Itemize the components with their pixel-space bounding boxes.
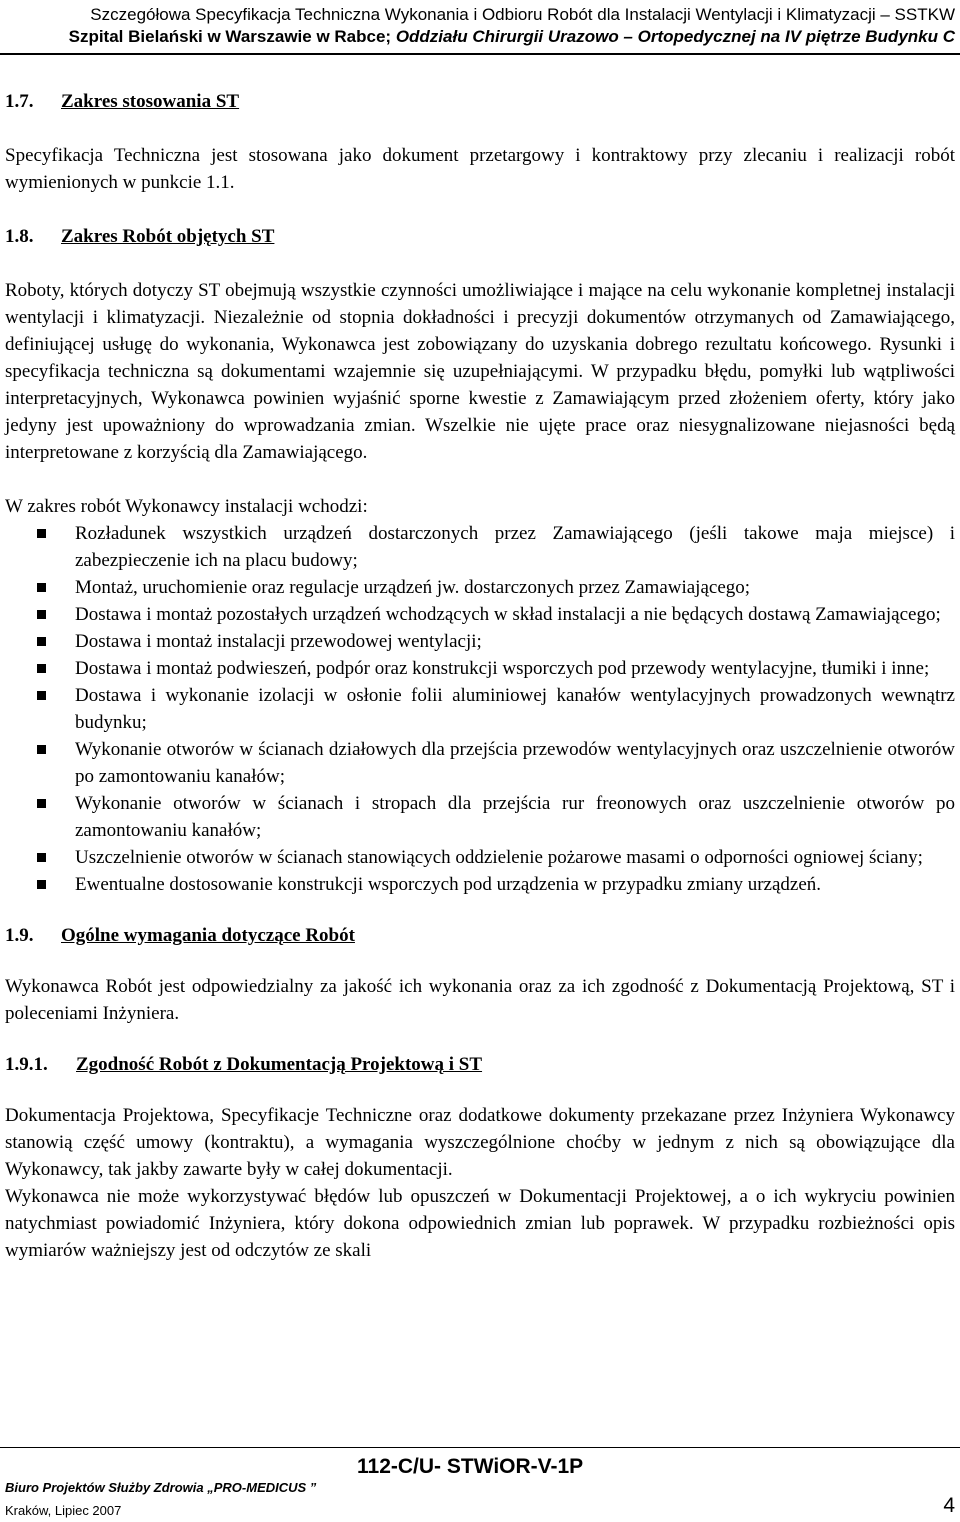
section-title: Zgodność Robót z Dokumentacją Projektową i ST [76,1054,483,1075]
list-item: Dostawa i montaż podwieszeń, podpór oraz konstrukcji wsporczych pod przewody wentylacyjne, tłumiki i inne; [5,655,955,682]
list-item: Dostawa i montaż instalacji przewodowej wentylacji; [5,628,955,655]
footer-divider [0,1447,960,1448]
square-bullet-icon [37,664,46,673]
list-item: Dostawa i montaż pozostałych urządzeń wchodzących w skład instalacji a nie będących dostawą Zamawiającego; [5,601,955,628]
page-number: 4 [943,1494,955,1517]
section-number: 1.8. [5,226,34,247]
section-title: Zakres stosowania ST [61,91,240,112]
section-heading-1-8 [5,223,955,250]
section-heading-1-7 [5,88,955,115]
document-code: 112-C/U- STWiOR-V-1P [357,1455,584,1478]
running-header-subtitle [60,27,955,47]
section-1-9-1-paragraph-1: Dokumentacja Projektowa, Specyfikacje Techniczne oraz dodatkowe dokumenty przekazane przez Inżyniera Wykonawcy stanowią część umowy (kontraktu), a wymagania wyszczególnione choćby w jednym z nich są obowiązujące dla Wykonawcy, tak jakby zawarte były w całej dokumentacji. [5,1105,955,1180]
section-1-9-paragraph: Wykonawca Robót jest odpowiedzialny za jakość ich wykonania oraz za ich zgodność z Dokumentacją Projektową, ST i poleceniami Inżyniera. [5,976,955,1024]
document-body [5,64,955,1264]
section-heading-1-9-1 [5,1051,955,1078]
square-bullet-icon [37,745,46,754]
section-title: Ogólne wymagania dotyczące Robót [61,925,355,946]
scope-list [5,520,955,898]
square-bullet-icon [37,637,46,646]
section-number: 1.9. [5,925,34,946]
list-item: Wykonanie otworów w ścianach działowych dla przejścia przewodów wentylacyjnych oraz uszczelnienie otworów po zamontowaniu kanałów; [5,736,955,790]
scope-list-intro: W zakres robót Wykonawcy instalacji wchodzi: [5,496,368,517]
header-department-name: Oddziału Chirurgii Urazowo – Ortopedycznej na IV piętrze Budynku C [391,27,955,46]
list-item: Montaż, uruchomienie oraz regulacje urządzeń jw. dostarczonych przez Zamawiającego; [5,574,955,601]
square-bullet-icon [37,583,46,592]
section-title: Zakres Robót objętych ST [61,226,275,247]
square-bullet-icon [37,799,46,808]
running-header-title: Szczegółowa Specyfikacja Techniczna Wykonania i Odbioru Robót dla Instalacji Wentylacji i Klimatyzacji – SSTKW [90,5,955,24]
section-1-9-1-paragraph-2: Wykonawca nie może wykorzystywać błędów lub opuszczeń w Dokumentacji Projektowej, a o ich wykryciu powinien natychmiast powiadomić Inżyniera, który dokona odpowiednich zmian lub poprawek. W przypadku rozbieżności opis wymiarów ważniejszy jest od odczytów ze skali [5,1186,955,1261]
section-heading-1-9 [5,922,955,949]
square-bullet-icon [37,691,46,700]
section-number: 1.7. [5,91,34,112]
square-bullet-icon [37,610,46,619]
section-1-8-paragraph: Roboty, których dotyczy ST obejmują wszystkie czynności umożliwiające i mające na celu wykonanie kompletnej instalacji wentylacji i klimatyzacji. Niezależnie od stopnia dokładności i precyzji dokumentów otrzymanych od Zamawiającego, definiującej usługę do wykonania, Wykonawca jest zobowiązany do uzyskania dobrego rezultatu końcowego. Rysunki i specyfikacja techniczna są dokumentami wzajemnie się uzupełniającymi. W przypadku błędu, pomyłki lub wątpliwości interpretacyjnych, Wykonawca powinien wyjaśnić sporne kwestie z Zamawiającym przed złożeniem oferty, który jako jedyny jest upoważniony do wprowadzania zmian. Wszelkie nie ujęte prace oraz niesygnalizowane niejasności będą interpretowane z korzyścią dla Zamawiającego. [5,280,955,463]
square-bullet-icon [37,853,46,862]
place-and-date: Kraków, Lipiec 2007 [5,1503,122,1518]
square-bullet-icon [37,880,46,889]
list-item: Ewentualne dostosowanie konstrukcji wsporczych pod urządzenia w przypadku zmiany urządzeń. [5,871,955,898]
header-divider [0,53,960,55]
list-item: Uszczelnienie otworów w ścianach stanowiących oddzielenie pożarowe masami o odporności ogniowej ściany; [5,844,955,871]
section-number: 1.9.1. [5,1054,48,1075]
list-item: Rozładunek wszystkich urządzeń dostarczonych przez Zamawiającego (jeśli takowe maja miejsce) i zabezpieczenie ich na placu budowy; [5,520,955,574]
section-1-7-paragraph: Specyfikacja Techniczna jest stosowana jako dokument przetargowy i kontraktowy przy zlecaniu i realizacji robót wymienionych w punkcie 1.1. [5,145,955,193]
design-office-name: Biuro Projektów Służby Zdrowia „PRO-MEDICUS ” [5,1480,317,1495]
list-item: Wykonanie otworów w ścianach i stropach dla przejścia rur freonowych oraz uszczelnienie otworów po zamontowaniu kanałów; [5,790,955,844]
list-item: Dostawa i wykonanie izolacji w osłonie folii aluminiowej kanałów wentylacyjnych prowadzonych wewnątrz budynku; [5,682,955,736]
square-bullet-icon [37,529,46,538]
header-hospital-name: Szpital Bielański w Warszawie w Rabce; [68,27,392,46]
